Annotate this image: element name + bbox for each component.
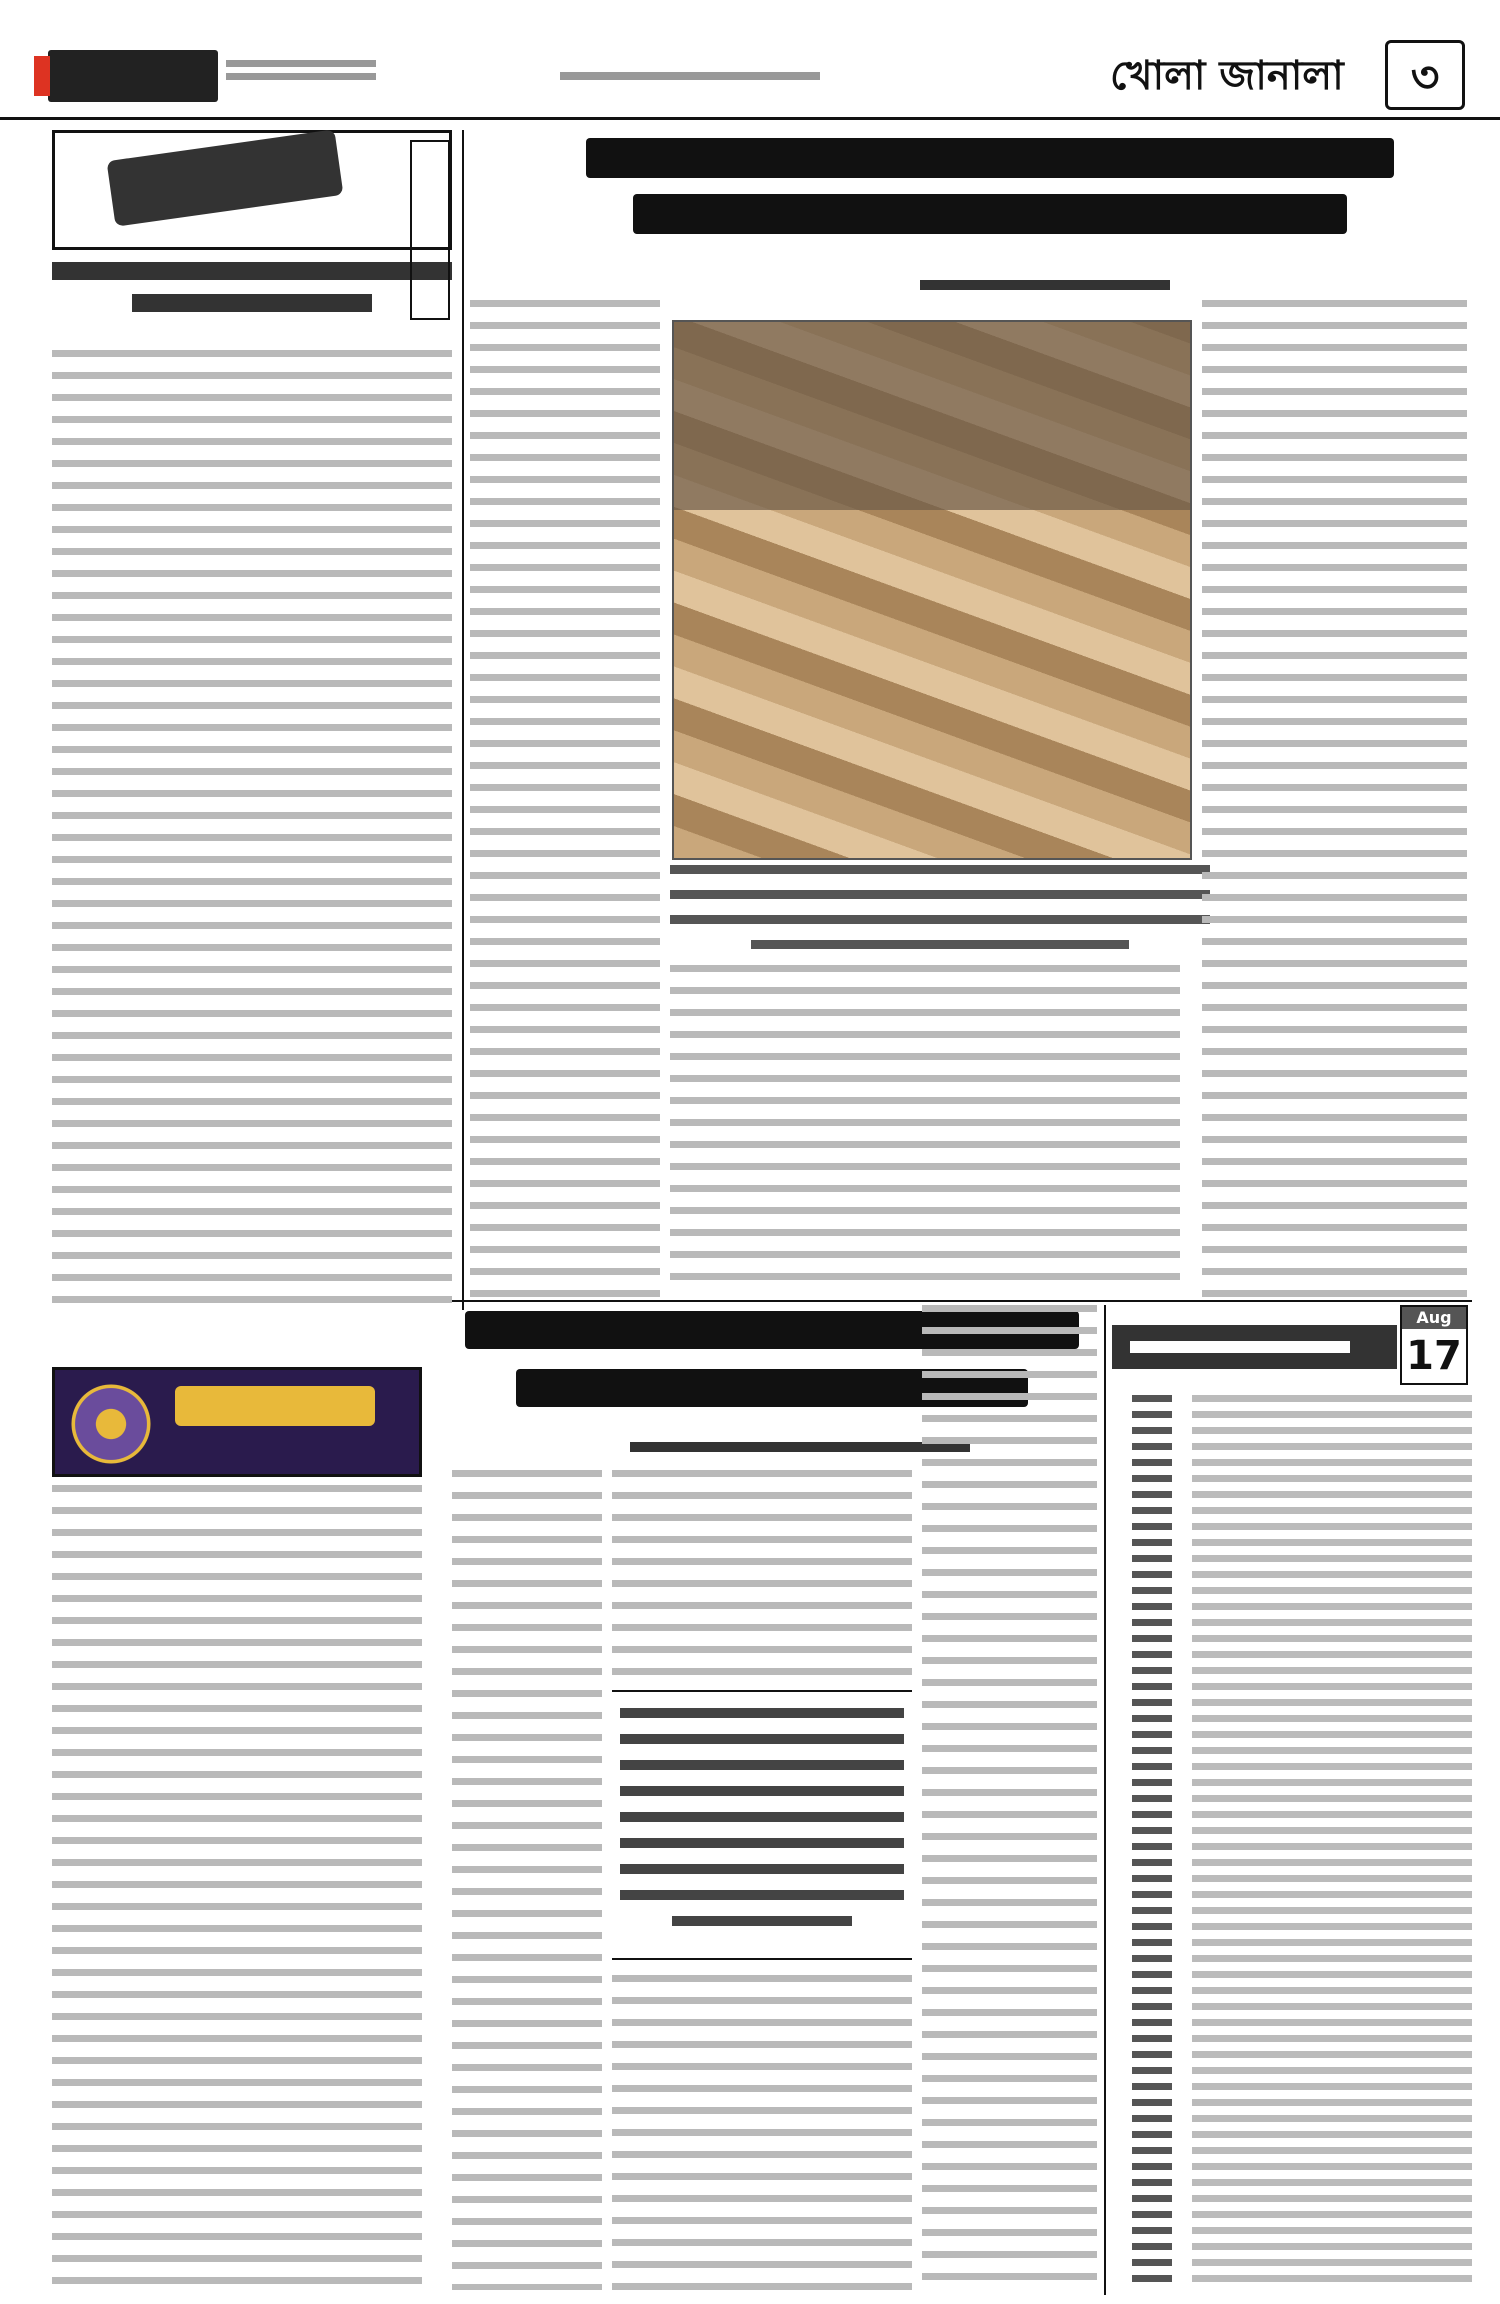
issue-date — [560, 58, 960, 94]
zodiac-wheel-icon — [69, 1382, 153, 1466]
logo-tagline — [226, 54, 376, 98]
horoscope-text — [52, 1485, 422, 2295]
on-this-day-entry — [1112, 1859, 1472, 1875]
port-article-pullquote — [612, 1690, 912, 1960]
on-this-day-entry — [1112, 1843, 1472, 1859]
on-this-day-entry — [1112, 1475, 1472, 1491]
on-this-day-entry — [1112, 2211, 1472, 2227]
horoscope-banner — [52, 1367, 422, 1477]
main-article-col-2 — [670, 965, 1180, 1295]
main-headline — [520, 130, 1460, 270]
section-side-tag — [410, 140, 450, 320]
on-this-day-entry — [1112, 2259, 1472, 2275]
on-this-day-entry — [1112, 1827, 1472, 1843]
calendar-day: 17 — [1406, 1333, 1462, 1379]
on-this-day-entry — [1112, 2195, 1472, 2211]
on-this-day-entry — [1112, 2147, 1472, 2163]
on-this-day-entry — [1112, 2131, 1472, 2147]
on-this-day-entry — [1112, 1811, 1472, 1827]
section-name: খোলা জানালা — [1110, 53, 1344, 99]
on-this-day-entry — [1112, 1571, 1472, 1587]
on-this-day-entry — [1112, 1667, 1472, 1683]
on-this-day-entry — [1112, 2067, 1472, 2083]
on-this-day-entry — [1112, 2179, 1472, 2195]
on-this-day-entry — [1112, 2083, 1472, 2099]
column-rule — [462, 130, 464, 1310]
on-this-day-entry — [1112, 1763, 1472, 1779]
port-article-byline — [630, 1432, 970, 1462]
on-this-day-entry — [1112, 1939, 1472, 1955]
on-this-day-entry — [1112, 1603, 1472, 1619]
newspaper-logo — [48, 50, 218, 102]
calendar-month: Aug — [1402, 1307, 1466, 1329]
on-this-day-entry — [1112, 1507, 1472, 1523]
on-this-day-entry — [1112, 2099, 1472, 2115]
on-this-day-entry — [1112, 1427, 1472, 1443]
on-this-day-entry — [1112, 1779, 1472, 1795]
port-article-col-3 — [922, 1305, 1097, 2295]
on-this-day-entry — [1112, 1747, 1472, 1763]
port-article-col-2-bottom — [612, 1975, 912, 2295]
on-this-day-entry — [1112, 1555, 1472, 1571]
on-this-day-entry — [1112, 1907, 1472, 1923]
on-this-day-entry — [1112, 2243, 1472, 2259]
page-number: ৩ — [1385, 40, 1465, 110]
main-article-col-3 — [1202, 300, 1467, 1300]
on-this-day-entry — [1112, 2019, 1472, 2035]
on-this-day-entry — [1112, 1683, 1472, 1699]
on-this-day-entry — [1112, 1491, 1472, 1507]
editorial-text — [52, 350, 452, 1310]
calendar-badge — [1400, 1305, 1468, 1385]
on-this-day-entry — [1112, 2163, 1472, 2179]
section-rule — [452, 1300, 1472, 1302]
on-this-day-entry — [1112, 1587, 1472, 1603]
on-this-day-header — [1112, 1325, 1397, 1369]
main-article-col-1 — [470, 300, 660, 1300]
on-this-day-entry — [1112, 1731, 1472, 1747]
on-this-day-entry — [1112, 1395, 1472, 1411]
on-this-day-entry — [1112, 2275, 1472, 2291]
on-this-day-entry — [1112, 1459, 1472, 1475]
on-this-day-entry — [1112, 1635, 1472, 1651]
photo-caption — [670, 865, 1210, 955]
on-this-day-entry — [1112, 1955, 1472, 1971]
on-this-day-entry — [1112, 1923, 1472, 1939]
on-this-day-entry — [1112, 1875, 1472, 1891]
tannery-workers-photo — [672, 320, 1192, 860]
port-article-col-1 — [452, 1470, 602, 2290]
on-this-day-entry — [1112, 1971, 1472, 1987]
on-this-day-entry — [1112, 1715, 1472, 1731]
on-this-day-entry — [1112, 1443, 1472, 1459]
on-this-day-entry — [1112, 1411, 1472, 1427]
on-this-day-entry — [1112, 1891, 1472, 1907]
on-this-day-entry — [1112, 2227, 1472, 2243]
on-this-day-entry — [1112, 1651, 1472, 1667]
on-this-day-entry — [1112, 2035, 1472, 2051]
editorial-headline — [52, 262, 452, 342]
on-this-day-entry — [1112, 1539, 1472, 1555]
port-article-col-2 — [612, 1470, 912, 1680]
on-this-day-entry — [1112, 2003, 1472, 2019]
column-rule — [1104, 1305, 1106, 2295]
on-this-day-entry — [1112, 1795, 1472, 1811]
on-this-day-entry — [1112, 2051, 1472, 2067]
on-this-day-entry — [1112, 1987, 1472, 2003]
on-this-day-entry — [1112, 2115, 1472, 2131]
on-this-day-entry — [1112, 1619, 1472, 1635]
on-this-day-entry — [1112, 1523, 1472, 1539]
on-this-day-entry — [1112, 1699, 1472, 1715]
main-byline — [920, 270, 1170, 300]
